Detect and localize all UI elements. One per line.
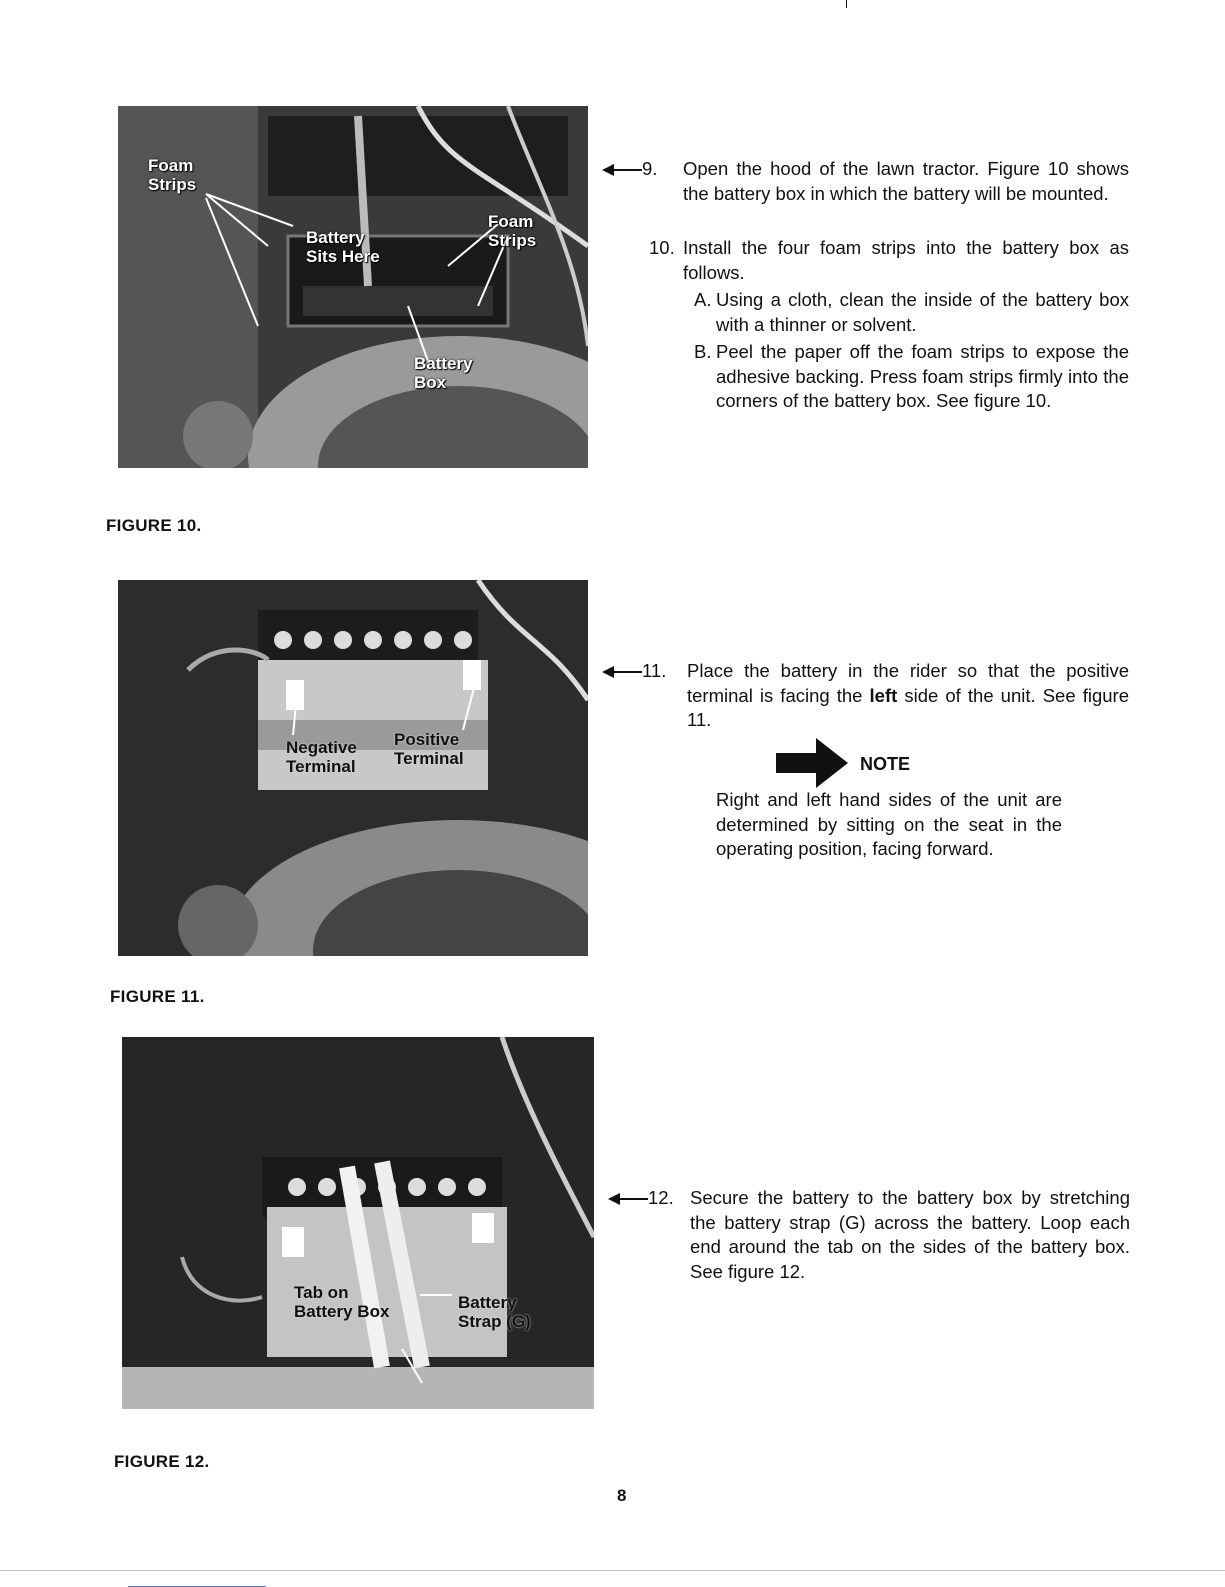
page-number: 8 (617, 1486, 627, 1505)
step-10-pointer (649, 236, 675, 261)
figure-11-caption: FIGURE 11. (110, 987, 205, 1006)
figure-10-caption: FIGURE 10. (106, 516, 202, 535)
step-11-text-bold: left (869, 684, 898, 706)
callout-battery-sits-here: Battery Sits Here (306, 228, 380, 266)
step-12-text: Secure the battery to the battery box by stretching the battery strap (G) across the battery. Loop each end around the tab on the sides of the battery box. See figure 12. (690, 1187, 1130, 1282)
pointer-arrow-icon (610, 1198, 648, 1200)
figure-11-photo (118, 580, 588, 956)
callout-positive-terminal: Positive Terminal (394, 730, 464, 768)
top-tick (846, 0, 847, 8)
figure-12-caption: FIGURE 12. (114, 1452, 210, 1471)
step-12-number: 12. (648, 1187, 674, 1208)
step-10-substep-a (694, 288, 1129, 337)
step-11-text (687, 659, 1129, 733)
step-10-number: 10. (649, 237, 675, 258)
callout-negative-terminal: Negative Terminal (286, 738, 357, 776)
step-9-pointer (604, 157, 657, 182)
pointer-arrow-icon (604, 169, 642, 171)
note-text: Right and left hand sides of the unit are determined by sitting on the seat in the operating position, facing forward. (716, 789, 1062, 859)
note-heading: NOTE (860, 754, 911, 774)
step-10-substep-b (694, 340, 1129, 414)
step-12-pointer (610, 1186, 674, 1211)
callout-battery-box: Battery Box (414, 354, 473, 392)
step-9-number: 9. (642, 158, 658, 179)
step-10-text: Install the four foam strips into the battery box as follows. (683, 237, 1129, 283)
step-9-text: Open the hood of the lawn tractor. Figure 10 shows the battery box in which the battery will be mounted. (683, 158, 1129, 204)
figure-12-illustration (122, 1037, 594, 1409)
callout-battery-strap: Battery Strap (G) (458, 1293, 531, 1331)
substep-a-text: Using a cloth, clean the inside of the battery box with a thinner or solvent. (716, 289, 1129, 335)
substep-b-text: Peel the paper off the foam strips to expose the adhesive backing. Press foam strips firmly into the corners of the battery box. See figure 10. (716, 341, 1129, 411)
substep-b-letter: B. (694, 341, 712, 362)
figure-12-photo (122, 1037, 594, 1409)
step-11-pointer (604, 659, 666, 684)
callout-foam-strips-left: Foam Strips (148, 156, 197, 194)
callout-foam-strips-right: Foam Strips (488, 212, 537, 250)
pointer-arrow-icon (604, 671, 642, 673)
step-11-number: 11. (642, 660, 667, 681)
note-arrow-icon (776, 738, 848, 788)
callout-tab-on-battery-box: Tab on Battery Box (294, 1283, 390, 1321)
bottom-rule (0, 1570, 1225, 1571)
step-11-text-after: side of the unit. See figure 11. (687, 684, 1129, 730)
step-11-text-before: Place the battery in the rider so that the positive terminal is facing the (687, 660, 1129, 706)
figure-10-photo (118, 106, 588, 468)
substep-a-letter: A. (694, 289, 712, 310)
